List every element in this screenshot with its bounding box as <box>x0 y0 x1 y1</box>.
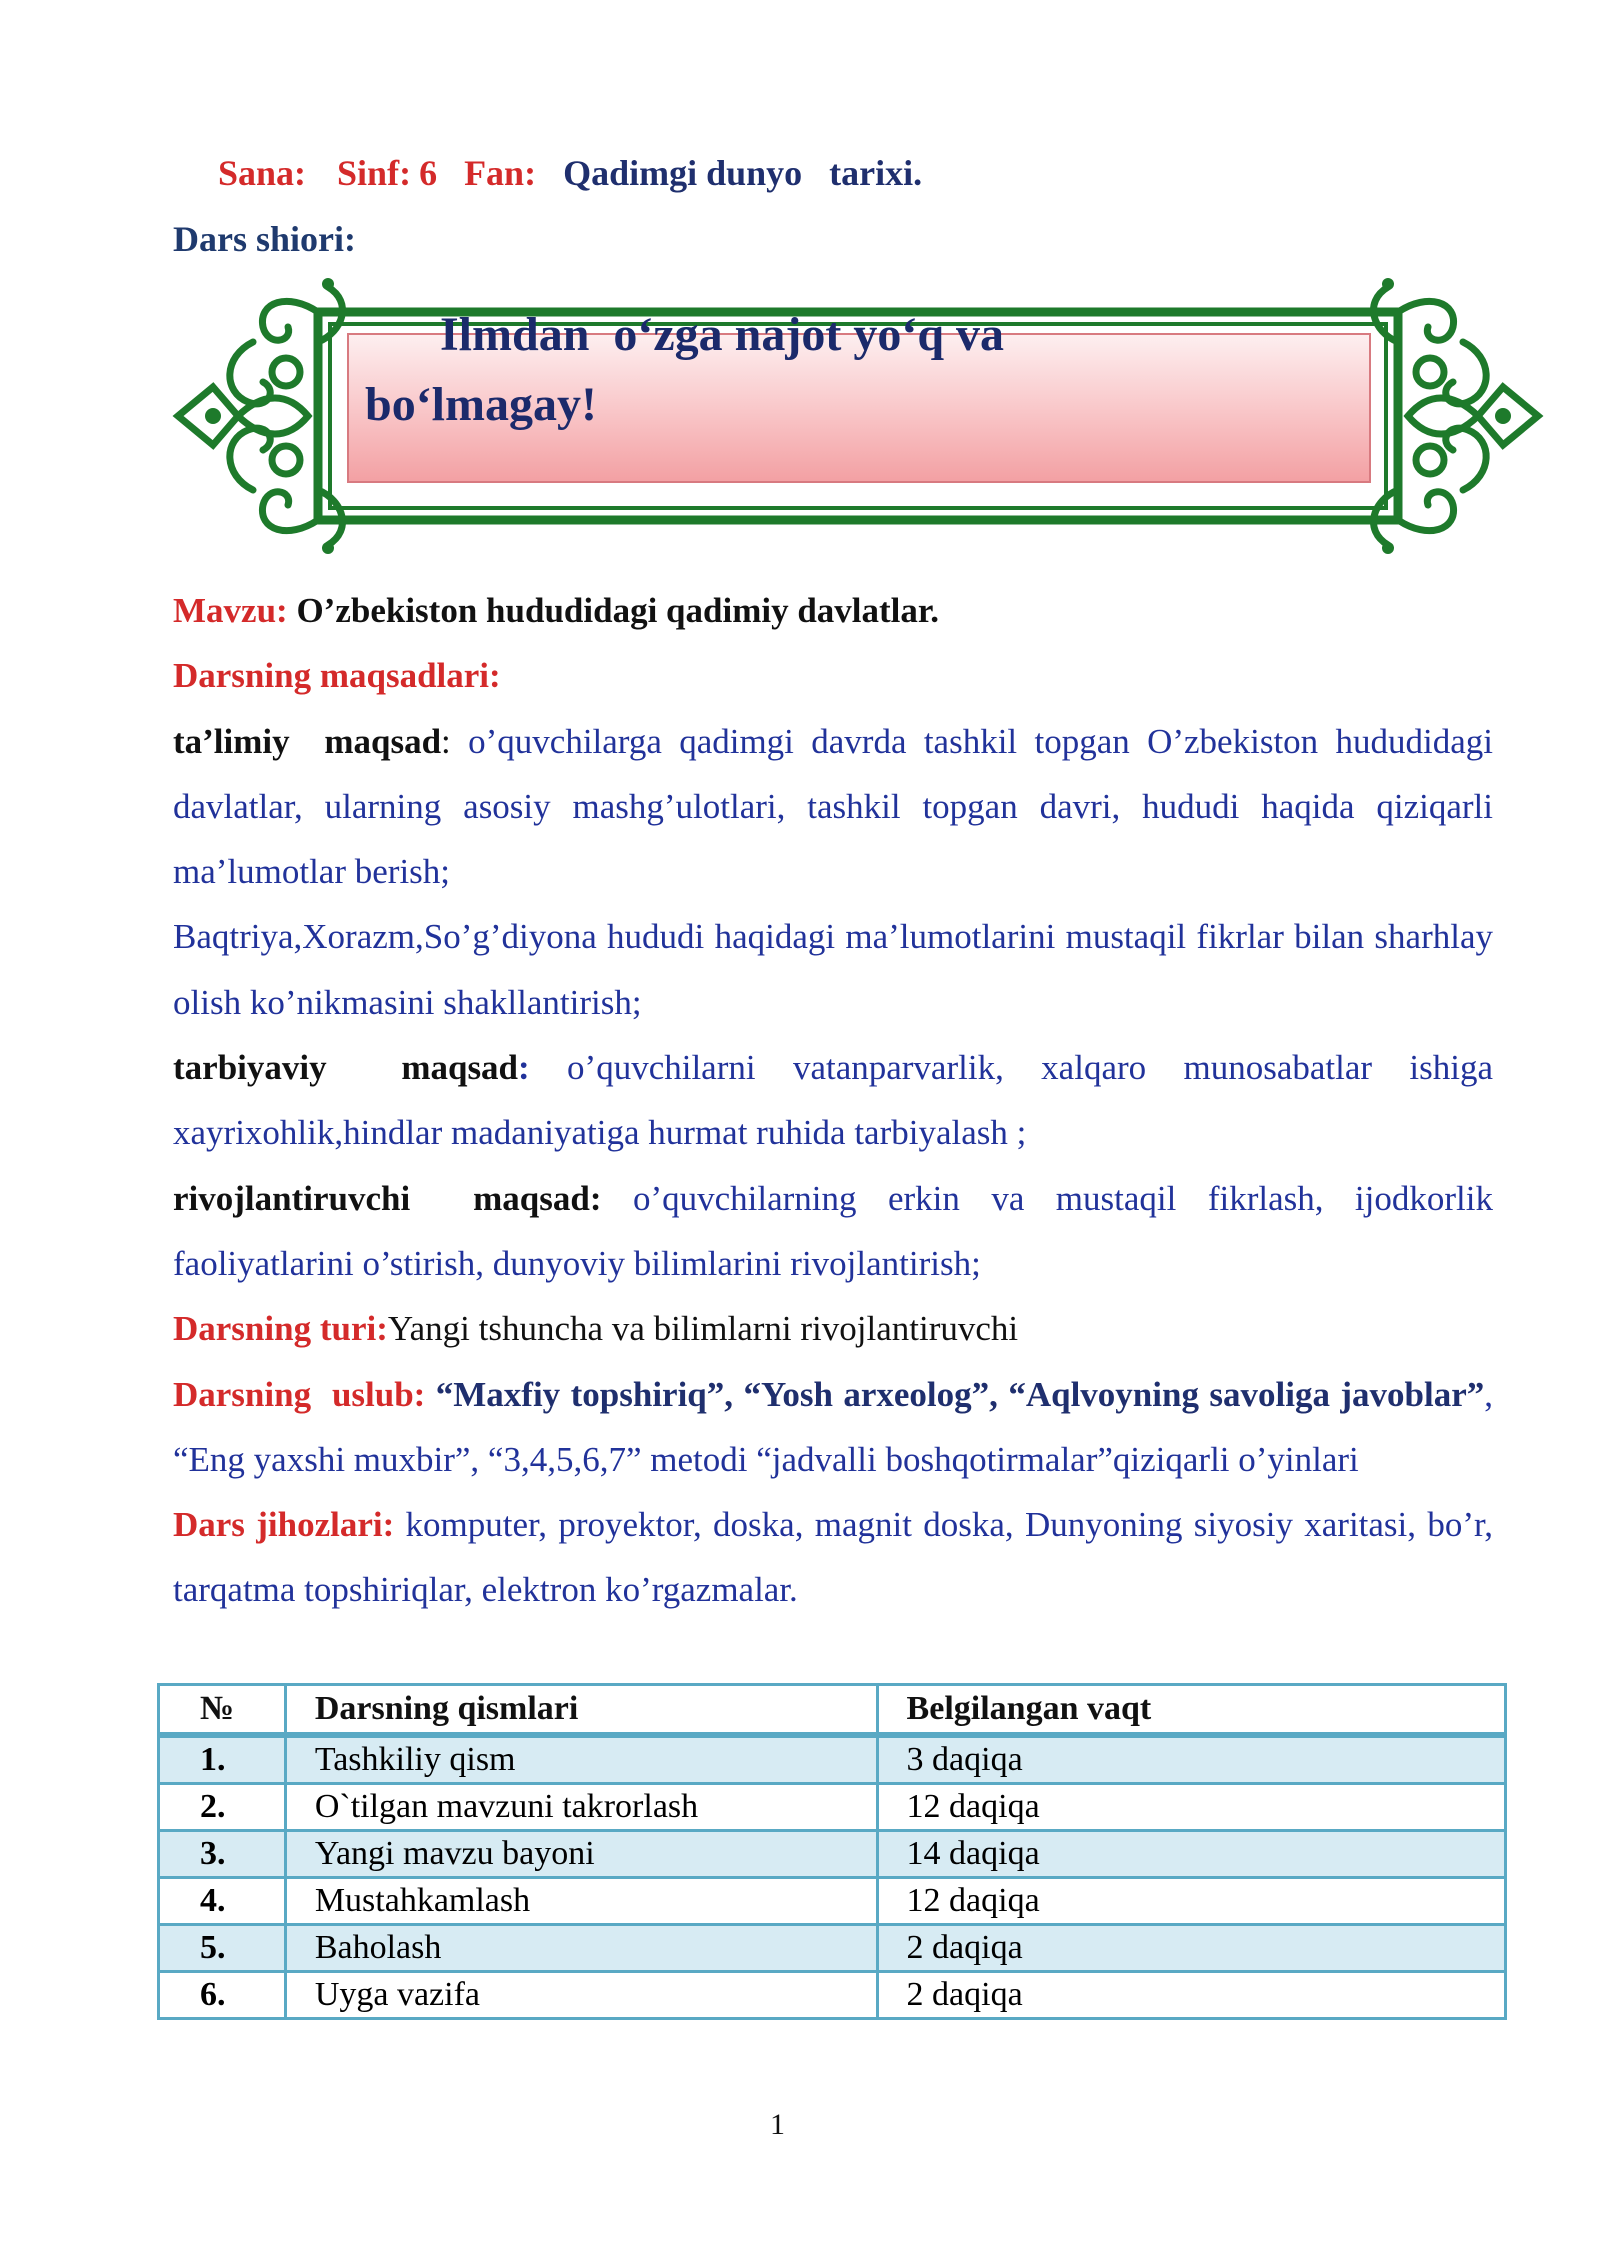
equipment-value: komputer, proyektor, doska, magnit doska, Dunyoning siyosiy xaritasi, bo’r, tarqatma topshiriqlar, elektron ko’rgazmalar. <box>173 1505 1493 1610</box>
slogan-text <box>365 300 1365 440</box>
table-row <box>159 1925 1506 1972</box>
row-part: Mustahkamlash <box>285 1878 877 1925</box>
class-label: Sinf: <box>337 153 412 193</box>
upbringing-goal-colon: : <box>518 1048 530 1088</box>
educational-goal-label: ta’limiy maqsad <box>173 721 442 761</box>
lesson-type-line <box>173 1296 1493 1361</box>
educational-goal-text-2: Baqtriya,Xorazm,So’g’diyona hududi haqidagi ma’lumotlarini mustaqil fikrlar bilan sharhlay olish ko’nikmasini shakllantirish; <box>173 917 1493 1022</box>
header-parts: Darsning qismlari <box>285 1685 877 1736</box>
header-number: № <box>159 1685 286 1736</box>
table-header-row <box>159 1685 1506 1736</box>
slogan-label: Dars shiori: <box>173 219 356 259</box>
date-label: Sana: <box>218 153 307 193</box>
row-number: 3. <box>159 1831 286 1878</box>
row-number: 2. <box>159 1784 286 1831</box>
header-time: Belgilangan vaqt <box>877 1685 1505 1736</box>
header-line <box>218 152 944 194</box>
slogan-line-2: bo‘lmagay! <box>365 378 597 431</box>
topic-line <box>173 578 1493 643</box>
lesson-plan-table <box>157 1683 1507 2020</box>
lesson-body <box>173 578 1493 1623</box>
lesson-method-label: Darsning uslub: <box>173 1374 426 1414</box>
page-number: 1 <box>770 2108 785 2141</box>
subject-value: Qadimgi dunyo tarixi. <box>563 153 923 193</box>
equipment-line <box>173 1492 1493 1623</box>
subject-label: Fan: <box>464 153 537 193</box>
class-value: 6 <box>419 153 438 193</box>
developmental-goal-label: rivojlantiruvchi maqsad: <box>173 1178 602 1218</box>
table-row <box>159 1972 1506 2019</box>
topic-value: O’zbekiston hududidagi qadimiy davlatlar. <box>296 591 939 630</box>
row-time: 3 daqiqa <box>877 1735 1505 1784</box>
row-time: 12 daqiqa <box>877 1784 1505 1831</box>
table-row <box>159 1735 1506 1784</box>
lesson-type-value: Yangi tshuncha va bilimlarni rivojlantiruvchi <box>387 1309 1019 1349</box>
row-part: Tashkiliy qism <box>285 1735 877 1784</box>
lesson-method-line <box>173 1362 1493 1493</box>
educational-goal <box>173 709 1493 905</box>
row-time: 14 daqiqa <box>877 1831 1505 1878</box>
row-time: 2 daqiqa <box>877 1972 1505 2019</box>
educational-goal-colon: : <box>441 721 451 761</box>
topic-label: Mavzu: <box>173 591 288 630</box>
table-row <box>159 1831 1506 1878</box>
equipment-label: Dars jihozlari: <box>173 1505 395 1545</box>
row-part: O`tilgan mavzuni takrorlash <box>285 1784 877 1831</box>
upbringing-goal-label: tarbiyaviy maqsad <box>173 1048 519 1088</box>
upbringing-goal-text: o’quvchilarni vatanparvarlik, xalqaro munosabatlar ishiga xayrixohlik,hindlar madaniyatiga hurmat ruhida tarbiyalash ; <box>173 1048 1494 1153</box>
lesson-method-rest: , “Eng yaxshi muxbir”, “3,4,5,6,7” metodi “jadvalli boshqotirmalar”qiziqarli o’yinlari <box>173 1374 1493 1479</box>
table-row <box>159 1878 1506 1925</box>
table-row <box>159 1784 1506 1831</box>
lesson-method-bold: “Maxfiy topshiriq”, “Yosh arxeolog”, “Aqlvoyning savoliga javoblar” <box>425 1374 1485 1414</box>
row-time: 12 daqiqa <box>877 1878 1505 1925</box>
educational-goal-text: o’quvchilarga qadimgi davrda tashkil topgan O’zbekiston hududidagi davlatlar, ularning asosiy mashg’ulotlari, tashkil topgan davri, hududi haqida qiziqarli ma’lumotlar berish; <box>173 721 1493 892</box>
developmental-goal-text: o’quvchilarning erkin va mustaqil fikrlash, ijodkorlik faoliyatlarini o’stirish, dunyoviy bilimlarini rivojlantirish; <box>173 1178 1493 1283</box>
row-time: 2 daqiqa <box>877 1925 1505 1972</box>
row-number: 6. <box>159 1972 286 2019</box>
upbringing-goal <box>173 1035 1493 1166</box>
developmental-goal <box>173 1166 1493 1297</box>
row-number: 1. <box>159 1735 286 1784</box>
row-number: 5. <box>159 1925 286 1972</box>
goals-heading: Darsning maqsadlari: <box>173 656 501 696</box>
row-part: Uyga vazifa <box>285 1972 877 2019</box>
row-part: Yangi mavzu bayoni <box>285 1831 877 1878</box>
row-part: Baholash <box>285 1925 877 1972</box>
row-number: 4. <box>159 1878 286 1925</box>
lesson-type-label: Darsning turi: <box>173 1309 388 1349</box>
slogan-line-1: Ilmdan o‘zga najot yo‘q va <box>440 308 1005 361</box>
